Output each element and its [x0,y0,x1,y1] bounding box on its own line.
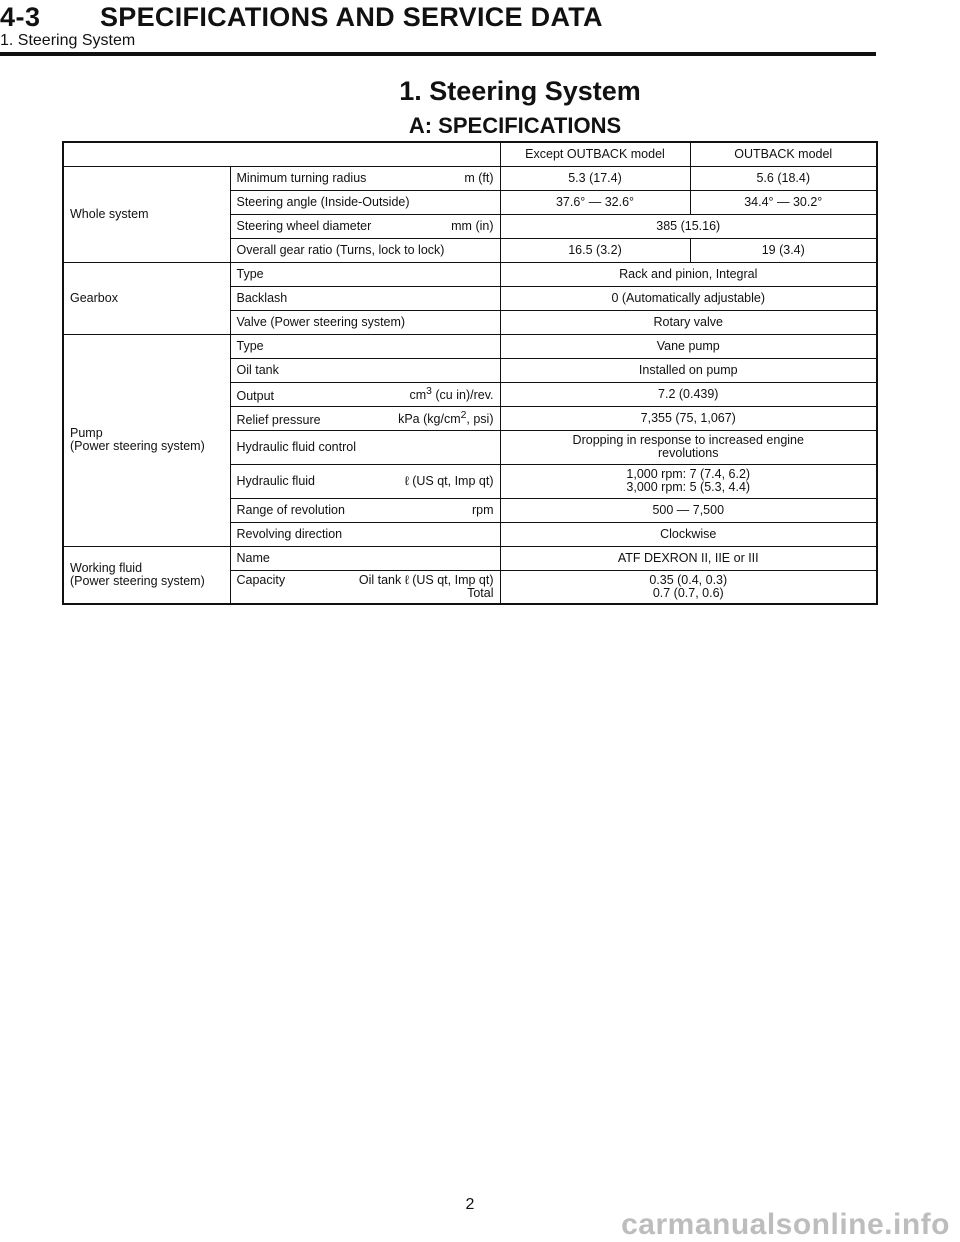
value-both-models [500,430,877,464]
row-label: Steering wheel diameter [236,218,372,233]
row-label: Valve (Power steering system) [230,310,500,334]
value-both-models [500,464,877,498]
value-both-models: 7,355 (75, 1,067) [500,406,877,430]
value-both-models: 7.2 (0.439) [500,382,877,406]
row-label: Range of revolution [236,502,345,517]
row-label: Minimum turning radius [236,170,367,185]
value-both-models: 0 (Automatically adjustable) [500,286,877,310]
value-both-models: Rotary valve [500,310,877,334]
row-label: Backlash [230,286,500,310]
unit-text: kPa (kg/cm [398,412,461,427]
unit-text: , psi) [466,412,494,427]
unit-text: (cu in)/rev. [431,388,494,403]
unit-superscript: 2 [460,410,467,422]
value-both-models: 500 — 7,500 [500,498,877,522]
value-except-outback: 37.6° — 32.6° [500,190,690,214]
table-row [63,334,877,358]
row-label: Output [236,388,275,403]
value-line: 1,000 rpm: 7 (7.4, 6.2) [626,467,751,481]
section-title: A: SPECIFICATIONS [408,113,622,138]
value-line: 0.35 (0.4, 0.3) [649,572,728,587]
row-label: Revolving direction [230,522,500,546]
page-title: 1. Steering System [399,76,641,106]
row-unit-total: Total [467,585,494,600]
group-working-fluid-line2: (Power steering system) [70,573,205,588]
row-label: Hydraulic fluid [236,473,316,488]
row-label: Steering angle (Inside-Outside) [230,190,500,214]
col-header-except-outback: Except OUTBACK model [500,142,690,166]
table-row [63,166,877,190]
value-except-outback: 5.3 (17.4) [500,166,690,190]
row-label-cell [230,464,500,498]
row-label-cell [230,406,500,430]
value-both-models [500,570,877,604]
row-unit: ℓ (US qt, Imp qt) [404,473,494,488]
row-label: Type [230,334,500,358]
row-unit: mm (in) [451,218,494,233]
row-label: Oil tank [230,358,500,382]
group-pump [63,334,230,546]
header-rule [0,52,876,56]
col-header-outback: OUTBACK model [690,142,877,166]
value-both-models: Vane pump [500,334,877,358]
row-unit: Oil tank ℓ (US qt, Imp qt) [358,572,494,587]
value-line: Dropping in response to increased engine [572,433,804,447]
page-number: 2 [465,1196,475,1213]
value-outback: 34.4° — 30.2° [690,190,877,214]
table-row [63,546,877,570]
row-label: Relief pressure [236,412,321,427]
value-line: revolutions [658,446,719,460]
value-line: 0.7 (0.7, 0.6) [652,585,724,600]
chapter-subtitle: 1. Steering System [0,32,136,49]
row-label-cell [230,166,500,190]
group-working-fluid-line1: Working fluid [70,560,143,575]
row-label: Name [230,546,500,570]
group-pump-line2: (Power steering system) [70,439,205,453]
row-label: Overall gear ratio (Turns, lock to lock) [230,238,500,262]
row-label-cell [230,214,500,238]
row-unit [398,409,493,426]
row-unit: rpm [471,502,494,517]
row-label: Type [230,262,500,286]
group-working-fluid [63,546,230,604]
row-label-cell [230,498,500,522]
row-label-cell [230,570,500,604]
table-row [63,262,877,286]
header-blank-cell [63,142,500,166]
row-label: Capacity [236,572,286,587]
value-both-models: Clockwise [500,522,877,546]
unit-text: cm [409,388,427,403]
row-label: Hydraulic fluid control [230,430,500,464]
value-both-models: Installed on pump [500,358,877,382]
chapter-title: SPECIFICATIONS AND SERVICE DATA [100,2,603,32]
value-line: 3,000 rpm: 5 (5.3, 4.4) [626,480,751,494]
row-unit [409,385,493,402]
watermark: carmanualsonline.info [621,1208,950,1241]
value-outback: 5.6 (18.4) [690,166,877,190]
specifications-table [62,141,878,605]
group-whole-system: Whole system [63,166,230,262]
group-pump-line1: Pump [70,426,103,440]
chapter-code: 4-3 [0,2,41,32]
row-unit: m (ft) [464,170,494,185]
value-except-outback: 16.5 (3.2) [500,238,690,262]
value-both-models: 385 (15.16) [500,214,877,238]
value-both-models: Rack and pinion, Integral [500,262,877,286]
value-both-models: ATF DEXRON II, IIE or III [500,546,877,570]
row-label-cell [230,382,500,406]
table-header-row [63,142,877,166]
unit-superscript: 3 [426,386,432,398]
group-gearbox: Gearbox [63,262,230,334]
value-outback: 19 (3.4) [690,238,877,262]
